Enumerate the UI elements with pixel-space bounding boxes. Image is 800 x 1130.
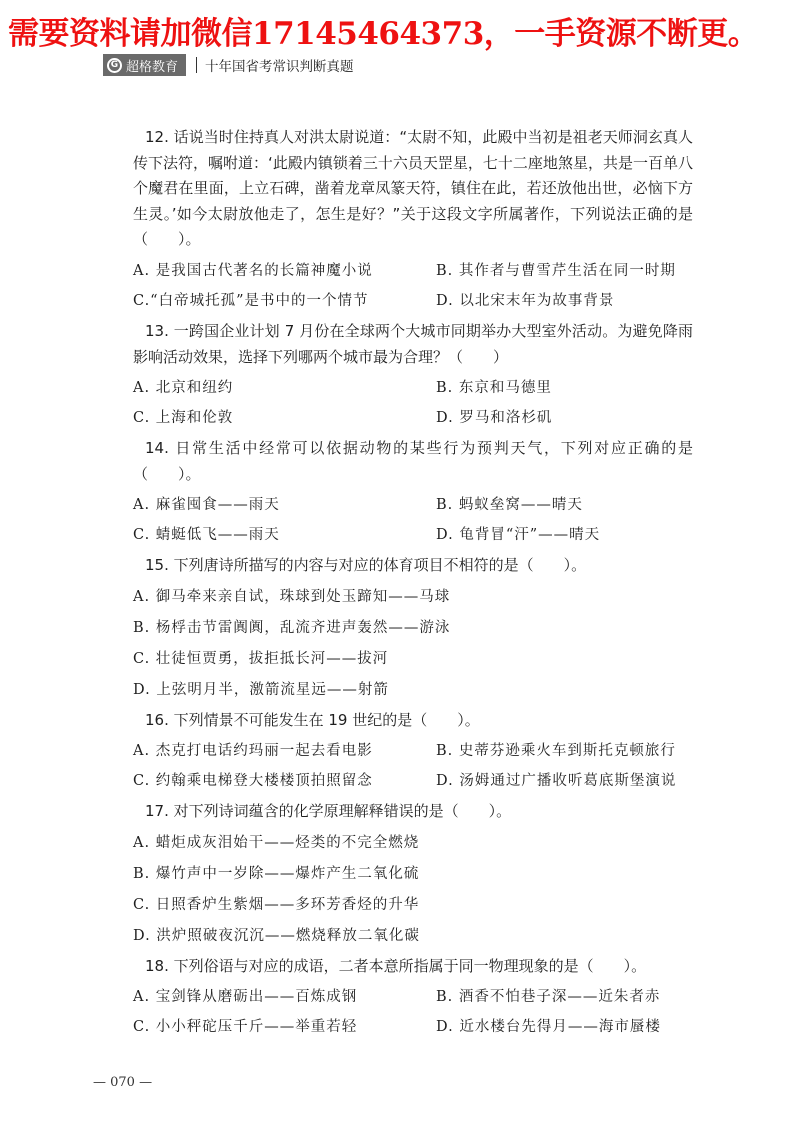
option-b: B. 酒香不怕巷子深——近朱者赤 [436,989,661,1005]
question-14 [133,435,693,549]
option-row [133,402,693,432]
option-group [133,255,693,315]
option-group [133,580,693,704]
watermark-banner: 需要资料请加微信17145464373，一手资源不断更。 [8,16,759,52]
question-stem: 16. 下列情景不可能发生在 19 世纪的是（ ）。 [145,710,480,729]
option-a: A. 蜡炬成灰泪始干——烃类的不完全燃烧 [133,834,420,851]
option-a: A. 宝剑锋从磨砺出——百炼成钢 [133,989,358,1005]
option-a: A. 御马牵来亲自试，珠球到处玉蹄知——马球 [133,588,451,605]
option-c: C. 日照香炉生紫烟——多环芳香烃的升华 [133,896,420,913]
question-stem: 17. 对下列诗词蕴含的化学原理解释错误的是（ ）。 [145,801,512,820]
option-d: D. 上弦明月半，激箭流星远——射箭 [133,681,389,698]
option-a: A. 麻雀囤食——雨天 [133,497,280,513]
option-group [133,981,693,1041]
option-row [133,255,693,285]
question-stem: 15. 下列唐诗所描写的内容与对应的体育项目不相符的是（ ）。 [145,555,587,574]
option-a: A. 杰克打电话约玛丽一起去看电影 [133,743,373,759]
question-stem: 13. 一跨国企业计划 7 月份在全球两个大城市同期举办大型室外活动。为避免降雨影响活动效果，选择下列哪两个城市最为合理？（ ） [133,321,693,366]
option-row [133,765,693,795]
option-row [133,285,693,315]
option-d: D. 洪炉照破夜沉沉——燃烧释放二氧化碳 [133,927,420,944]
option-b: B. 其作者与曹雪芹生活在同一时期 [436,263,676,279]
option-a: A. 是我国古代著名的长篇神魔小说 [133,263,373,279]
question-18 [133,953,693,1041]
book-title: 十年国省考常识判断真题 [205,59,354,75]
question-list [133,125,693,1044]
option-c: C. 小小秤砣压千斤——举重若轻 [133,1019,358,1035]
option-d: D. 汤姆通过广播收听葛底斯堡演说 [436,773,677,789]
option-group [133,489,693,549]
header-divider [196,57,197,73]
question-stem: 14. 日常生活中经常可以依据动物的某些行为预判天气，下列对应正确的是（ ）。 [133,438,693,483]
option-row [133,735,693,765]
option-d: D. 罗马和洛杉矶 [436,410,553,426]
option-d: D. 龟背冒“汗”——晴天 [436,527,601,543]
option-d: D. 近水楼台先得月——海市蜃楼 [436,1019,661,1035]
option-c: C. 上海和伦敦 [133,410,234,426]
page-header [103,53,354,77]
option-c: C. 壮徒恒贾勇，拔拒抵长河——拔河 [133,650,389,667]
option-group [133,372,693,432]
question-15 [133,552,693,704]
question-17 [133,798,693,950]
option-row [133,981,693,1011]
option-c: C. 蜻蜓低飞——雨天 [133,527,280,543]
option-a: A. 北京和纽约 [133,380,234,396]
question-stem: 18. 下列俗语与对应的成语，二者本意所指属于同一物理现象的是（ ）。 [145,956,647,975]
question-13 [133,318,693,432]
option-d: D. 以北宋末年为故事背景 [436,293,615,309]
question-16 [133,707,693,795]
option-b: B. 蚂蚁垒窝——晴天 [436,497,583,513]
option-group [133,735,693,795]
logo-icon: G [107,58,122,73]
page-number: — 070 — [93,1075,153,1090]
option-row [133,372,693,402]
option-b: B. 杨桴击节雷阗阗，乱流齐进声轰然——游泳 [133,619,451,636]
option-c: C.“白帝城托孤”是书中的一个情节 [133,293,369,309]
question-stem: 12. 话说当时住持真人对洪太尉说道：“太尉不知，此殿中当初是祖老天师洞玄真人传下法符，嘱咐道：‘此殿内镇锁着三十六员天罡星，七十二座地煞星，共是一百单八个魔君在里面，上立石碑，凿着龙章凤篆天符，镇住在此，若还放他出世，必恼下方生灵。’如今太尉放他走了，怎生是好？”关于这段文字所属著作，下列说法正确的是（ ）。 [133,128,693,248]
option-b: B. 史蒂芬逊乘火车到斯托克顿旅行 [436,743,676,759]
question-12 [133,125,693,315]
option-b: B. 东京和马德里 [436,380,552,396]
option-group [133,826,693,950]
option-b: B. 爆竹声中一岁除——爆炸产生二氧化硫 [133,865,420,882]
option-row [133,519,693,549]
option-row [133,1011,693,1041]
logo-text: 超格教育 [126,59,179,75]
option-c: C. 约翰乘电梯登大楼楼顶拍照留念 [133,773,373,789]
option-row [133,489,693,519]
publisher-logo [103,54,186,76]
